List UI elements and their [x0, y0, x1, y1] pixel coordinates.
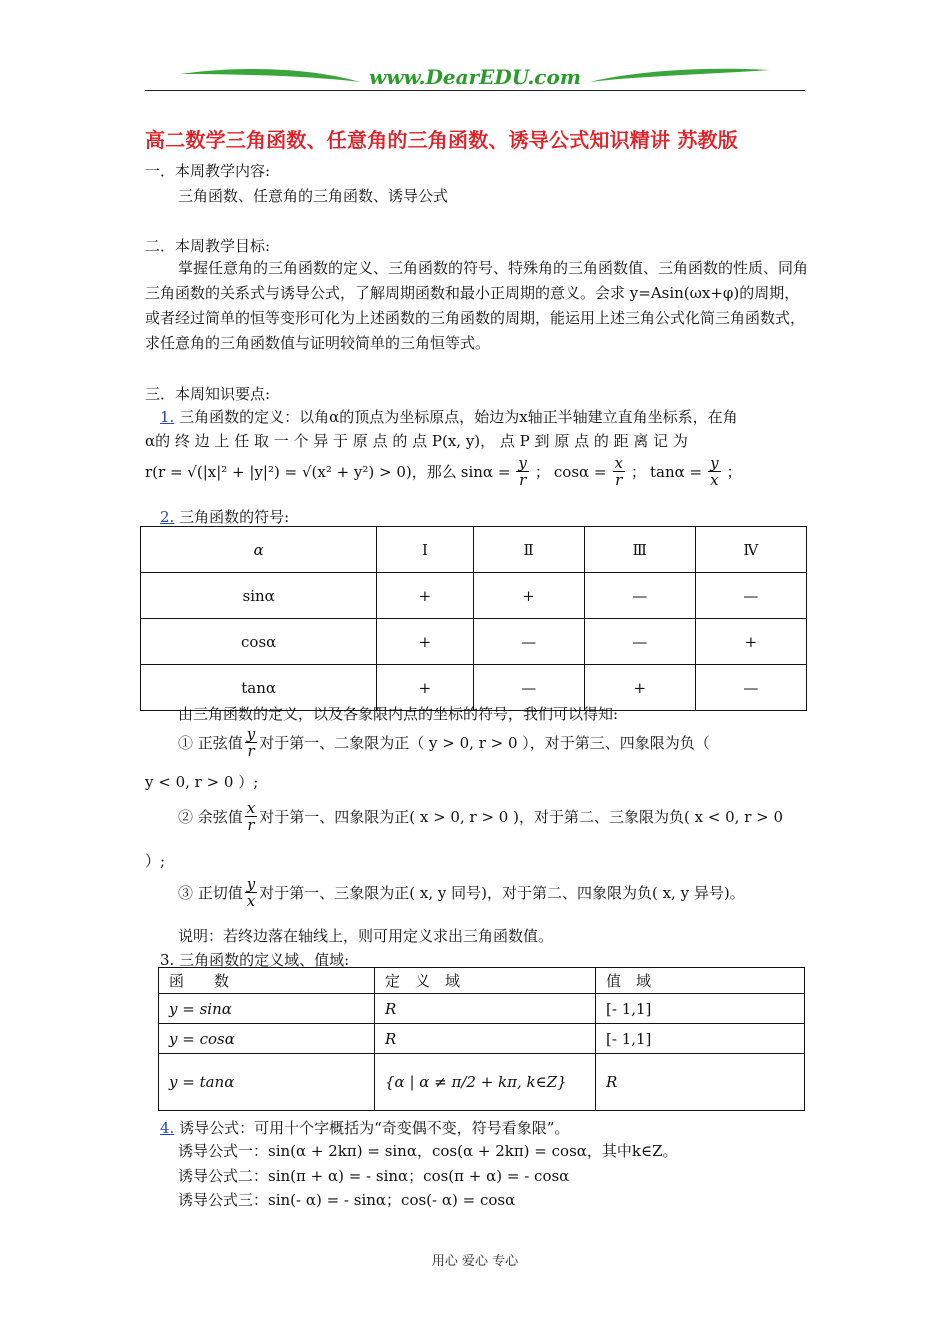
rule3-a: ③ 正切值 — [178, 884, 243, 902]
table-row — [141, 573, 807, 619]
item2-after: 由三角函数的定义，以及各象限内点的坐标的符号，我们可以得知: — [178, 705, 619, 723]
table-cell: Ⅰ — [377, 527, 473, 573]
cos-label: cosα = — [553, 462, 607, 481]
section2-heading: 二．本周教学目标: — [145, 237, 271, 255]
sin-label: sinα = — [460, 462, 511, 481]
table-cell: R — [375, 994, 596, 1024]
tan-fraction — [708, 455, 720, 488]
rule2-fraction — [245, 800, 257, 833]
table-row — [159, 1024, 805, 1054]
table-cell: — — [695, 573, 806, 619]
domain-table-header — [159, 968, 805, 994]
item2-note: 说明：若终边落在轴线上，则可用定义求出三角函数值。 — [178, 927, 554, 945]
rule1-c: y < 0, r > 0 ）; — [145, 773, 259, 791]
logo-swoosh-left — [180, 69, 360, 82]
section1-heading: 一．本周教学内容: — [145, 162, 271, 180]
item2-text: 三角函数的符号: — [179, 508, 290, 526]
sin-num: y — [518, 454, 527, 472]
table-cell: R — [375, 1024, 596, 1054]
rule1-fraction — [245, 726, 257, 759]
header-rule — [145, 90, 805, 91]
table-row — [159, 994, 805, 1024]
tan-label: tanα = — [650, 462, 703, 481]
rule1-num: y — [246, 725, 256, 743]
domain-table — [158, 967, 805, 1111]
table-cell: 定 义 域 — [375, 968, 596, 994]
table-cell: [- 1,1] — [596, 1024, 805, 1054]
table-cell: + — [473, 573, 584, 619]
rule1-b: 对于第一、二象限为正（ y > 0, r > 0 ），对于第三、四象限为负（ — [259, 734, 710, 752]
table-cell: + — [695, 619, 806, 665]
table-cell: — — [473, 619, 584, 665]
sin-den: r — [519, 471, 527, 489]
table-cell: + — [377, 619, 473, 665]
table-cell: — — [584, 573, 695, 619]
rule3-b: 对于第一、三象限为正( x, y 同号)，对于第二、四象限为负( x, y 异号)。 — [259, 884, 745, 902]
table-cell: + — [377, 665, 473, 711]
table-cell: — — [584, 619, 695, 665]
sign-table-header — [141, 527, 807, 573]
item1-label[interactable]: 1. — [160, 408, 175, 426]
table-cell: — — [473, 665, 584, 711]
item1-text-b: α的 终 边 上 任 取 一 个 异 于 原 点 的 点 P(x, y)， 点 P 到 原 点 的 距 离 记 为 — [145, 432, 688, 450]
table-cell: cosα — [141, 619, 377, 665]
table-cell: — — [695, 665, 806, 711]
page-title: 高二数学三角函数、任意角的三角函数、诱导公式知识精讲 苏教版 — [145, 128, 738, 152]
rule2-num: x — [246, 799, 256, 817]
cos-den: r — [615, 471, 623, 489]
table-cell: y = sinα — [159, 994, 375, 1024]
table-cell: Ⅳ — [695, 527, 806, 573]
logo-swoosh-right — [590, 69, 770, 82]
table-cell: α — [141, 527, 377, 573]
table-cell: {α | α ≠ π/2 + kπ, k∈Z} — [375, 1054, 596, 1111]
rule2-den: r — [247, 816, 255, 834]
item4-line — [160, 1117, 569, 1138]
rule1-a: ① 正弦值 — [178, 734, 243, 752]
formula-3: 诱导公式三：sin(- α) = - sinα；cos(- α) = cosα — [178, 1191, 516, 1209]
item1-line-a — [160, 406, 738, 427]
section1-content: 三角函数、任意角的三角函数、诱导公式 — [178, 187, 449, 205]
rule2-a: ② 余弦值 — [178, 808, 243, 826]
table-cell: y = cosα — [159, 1024, 375, 1054]
logo-text: www.DearEDU.com — [368, 65, 582, 89]
table-cell: tanα — [141, 665, 377, 711]
sign-table — [140, 526, 807, 711]
rule2-b: 对于第一、四象限为正( x > 0, r > 0 )，对于第二、三象限为负( x < 0, r > 0 — [259, 808, 784, 826]
rule3-fraction — [245, 876, 257, 909]
table-cell: 函 数 — [159, 968, 375, 994]
tan-den: x — [710, 471, 719, 489]
formula-2: 诱导公式二：sin(π + α) = - sinα；cos(π + α) = - cosα — [178, 1167, 570, 1185]
section3-heading: 三．本周知识要点: — [145, 385, 271, 403]
table-cell: R — [596, 1054, 805, 1111]
table-row — [141, 619, 807, 665]
table-cell: [- 1,1] — [596, 994, 805, 1024]
table-cell: Ⅱ — [473, 527, 584, 573]
rule3-num: y — [246, 875, 256, 893]
item2-line — [160, 506, 289, 527]
table-cell: + — [584, 665, 695, 711]
table-cell: y = tanα — [159, 1054, 375, 1111]
sin-fraction — [516, 455, 528, 488]
item3-label: 3. — [160, 951, 175, 969]
rule2-line — [178, 800, 783, 833]
rule3-den: x — [246, 892, 256, 910]
item1-formula-line: r(r = √(|x|² + |y|²) = √(x² + y²) > 0)，那么 sinα = $\frac{y}{r}$ ； cosα = $\frac{x}{r}$ ； tanα = $\frac{y}{x}$ ； — [145, 454, 742, 489]
item3-text: 三角函数的定义域、值域: — [179, 951, 350, 969]
table-cell: 值 域 — [596, 968, 805, 994]
item1-text-a: 三角函数的定义：以角α的顶点为坐标原点，始边为x轴正半轴建立直角坐标系，在角 — [179, 408, 738, 426]
section2-paragraph: 掌握任意角的三角函数的定义、三角函数的符号、特殊角的三角函数值、三角函数的性质、同角三角函数的关系式与诱导公式，了解周期函数和最小正周期的意义。会求 y=Asin(ωx+φ)的周期，或者经过简单的恒等变形可化为上述函数的三角函数的周期，能运用上述三角公式化简三角函数式，求任意角的三角函数值与证明较简单的三角恒等式。 — [145, 259, 809, 352]
table-cell: sinα — [141, 573, 377, 619]
item4-label[interactable]: 4. — [160, 1119, 175, 1137]
rule1-line — [178, 726, 710, 759]
formula-1: 诱导公式一：sin(α + 2kπ) = sinα，cos(α + 2kπ) = cosα，其中k∈Z。 — [178, 1142, 678, 1160]
tan-num: y — [710, 454, 719, 472]
cos-num: x — [614, 454, 623, 472]
item2-label[interactable]: 2. — [160, 508, 175, 526]
rule3-line — [178, 876, 745, 909]
rule2-c: ）; — [145, 852, 166, 870]
item4-text: 诱导公式：可用十个字概括为“奇变偶不变，符号看象限”。 — [179, 1119, 570, 1137]
rule1-den: r — [247, 742, 255, 760]
table-cell: Ⅲ — [584, 527, 695, 573]
cos-fraction — [613, 455, 625, 488]
table-row — [159, 1054, 805, 1111]
page-footer: 用心 爱心 专心 — [431, 1254, 519, 1269]
r-definition: r(r = √(|x|² + |y|²) = √(x² + y²) > 0)，那么 — [145, 463, 457, 481]
table-cell: + — [377, 573, 473, 619]
